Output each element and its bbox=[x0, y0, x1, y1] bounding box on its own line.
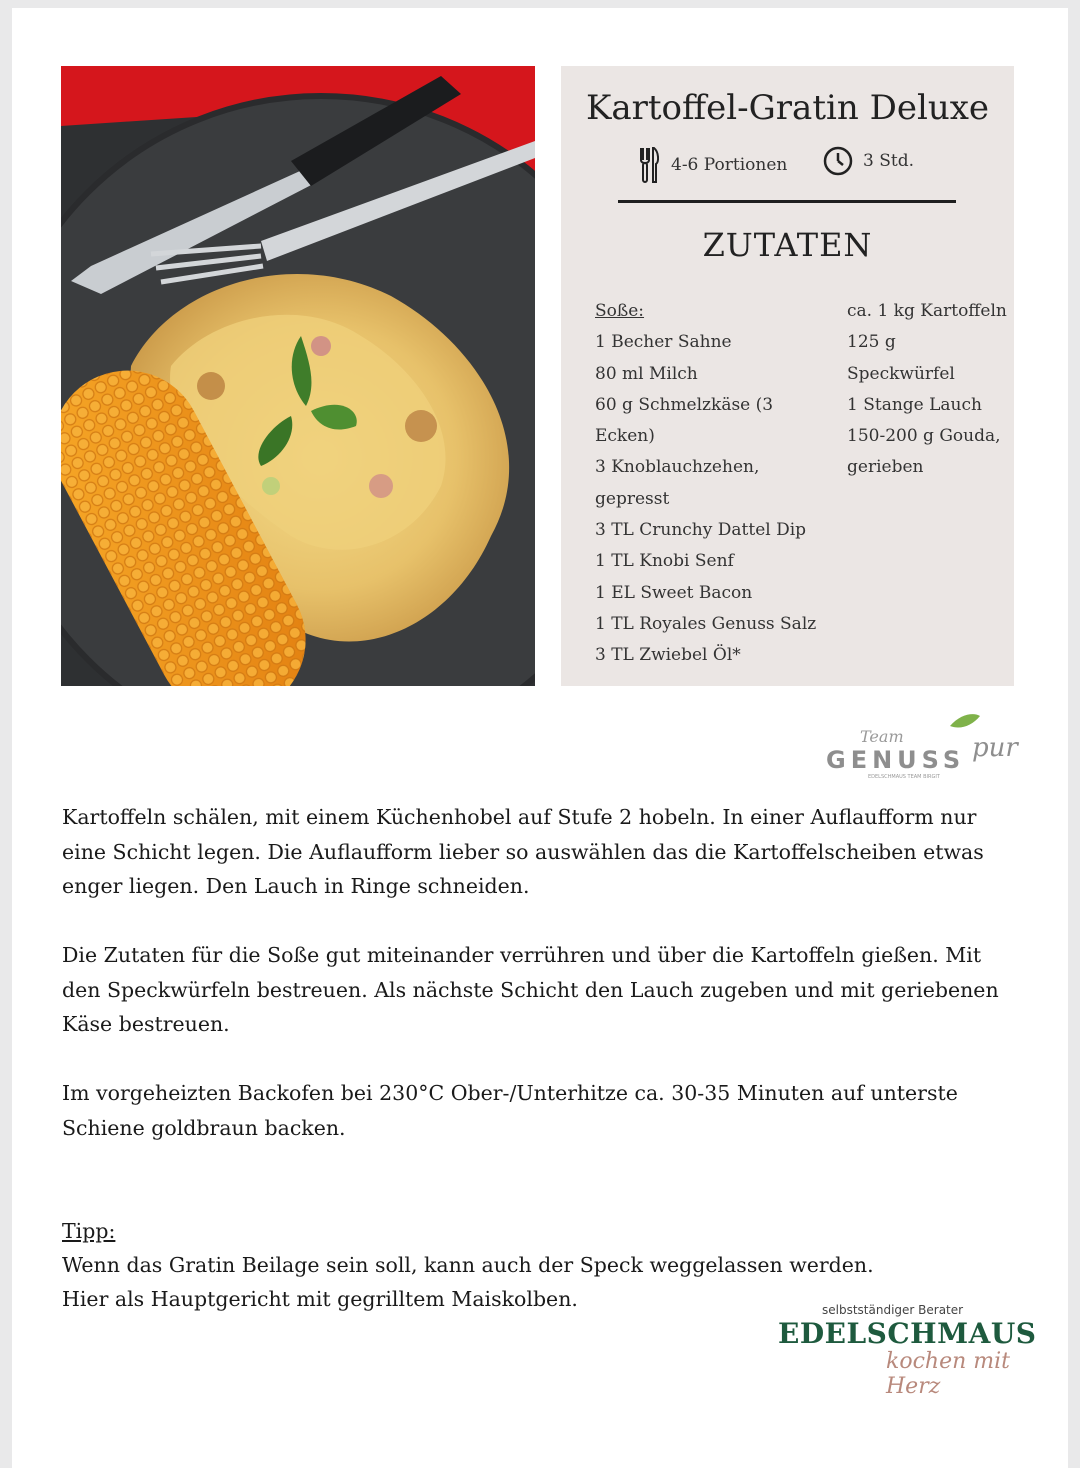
list-item: 80 ml Milch bbox=[595, 363, 698, 384]
list-item: 1 TL Knobi Senf bbox=[595, 551, 734, 572]
leaf-icon bbox=[950, 714, 980, 727]
list-item: 125 g Speckwürfel bbox=[847, 332, 955, 384]
sauce-ingredients bbox=[595, 296, 835, 672]
list-item: 3 TL Crunchy Dattel Dip bbox=[595, 520, 807, 541]
logo-pur-text: pur bbox=[972, 733, 1018, 763]
list-item: 1 Stange Lauch bbox=[847, 394, 982, 415]
instruction-paragraph-3: Im vorgeheizten Backofen bei 230°C Ober-/Unterhitze ca. 30-35 Minuten auf unterste Schiene goldbraun backen. bbox=[62, 1081, 958, 1140]
genuss-logo-graphic bbox=[822, 706, 1052, 790]
tipp-line-2: Hier als Hauptgericht mit gegrilltem Maiskolben. bbox=[62, 1287, 578, 1311]
logo-script: kochen mit Herz bbox=[886, 1349, 1010, 1399]
divider bbox=[618, 200, 956, 203]
recipe-meta bbox=[561, 146, 1014, 186]
list-item: 3 TL Zwiebel Öl* bbox=[595, 645, 741, 666]
genuss-pur-logo bbox=[822, 706, 1052, 790]
logo-brand: EDELSCHMAUS bbox=[778, 1317, 1037, 1350]
servings-info bbox=[639, 146, 787, 184]
logo-subtitle: selbstständiger Berater bbox=[822, 1303, 964, 1317]
list-item: 1 EL Sweet Bacon bbox=[595, 582, 753, 603]
dish-illustration bbox=[61, 66, 535, 686]
list-item: 1 TL Royales Genuss Salz bbox=[595, 613, 817, 634]
tipp-line-1: Wenn das Gratin Beilage sein soll, kann auch der Speck weggelassen werden. bbox=[62, 1253, 874, 1277]
list-item: ca. 1 kg Kartoffeln bbox=[847, 301, 1007, 321]
instruction-paragraph-1: Kartoffeln schälen, mit einem Küchenhobel auf Stufe 2 hobeln. In einer Auflaufform nur eine Schicht legen. Die Auflaufform lieber so auswählen das die Kartoffelscheiben etwas enger liegen. Den Lauch in Ringe schneiden. bbox=[62, 805, 984, 898]
main-ingredients bbox=[847, 296, 1007, 484]
list-item: 60 g Schmelzkäse (3 Ecken) bbox=[595, 394, 774, 447]
list-item: 1 Becher Sahne bbox=[595, 332, 732, 353]
tipp-heading: Tipp: bbox=[62, 1219, 116, 1243]
list-item: 3 Knoblauchzehen, gepresst bbox=[595, 457, 760, 509]
recipe-card bbox=[561, 66, 1014, 686]
list-item: gerieben bbox=[847, 457, 924, 478]
clock-icon bbox=[823, 146, 853, 176]
time-text: 3 Std. bbox=[863, 151, 914, 171]
logo-team-text: Team bbox=[860, 727, 904, 746]
dish-photo bbox=[61, 66, 535, 686]
servings-text: 4-6 Portionen bbox=[671, 155, 788, 175]
edelschmaus-logo bbox=[774, 1303, 1044, 1399]
sauce-heading: Soße: bbox=[595, 301, 645, 321]
instruction-paragraph-2: Die Zutaten für die Soße gut miteinander verrühren und über die Kartoffeln gießen. Mit den Speckwürfeln bestreuen. Als nächste Schicht den Lauch zugeben und mit geriebenen Käse bestreuen. bbox=[62, 943, 999, 1036]
recipe-page bbox=[12, 8, 1068, 1468]
cutlery-icon bbox=[639, 146, 661, 184]
list-item: 150-200 g Gouda, bbox=[847, 426, 1001, 447]
recipe-title: Kartoffel-Gratin Deluxe bbox=[585, 88, 990, 128]
ingredients-heading: ZUTATEN bbox=[702, 226, 873, 264]
time-info bbox=[823, 146, 914, 176]
logo-tagline-text: EDELSCHMAUS TEAM BIRGIT bbox=[868, 774, 940, 780]
logo-genuss-text: GENUSS bbox=[826, 746, 966, 774]
